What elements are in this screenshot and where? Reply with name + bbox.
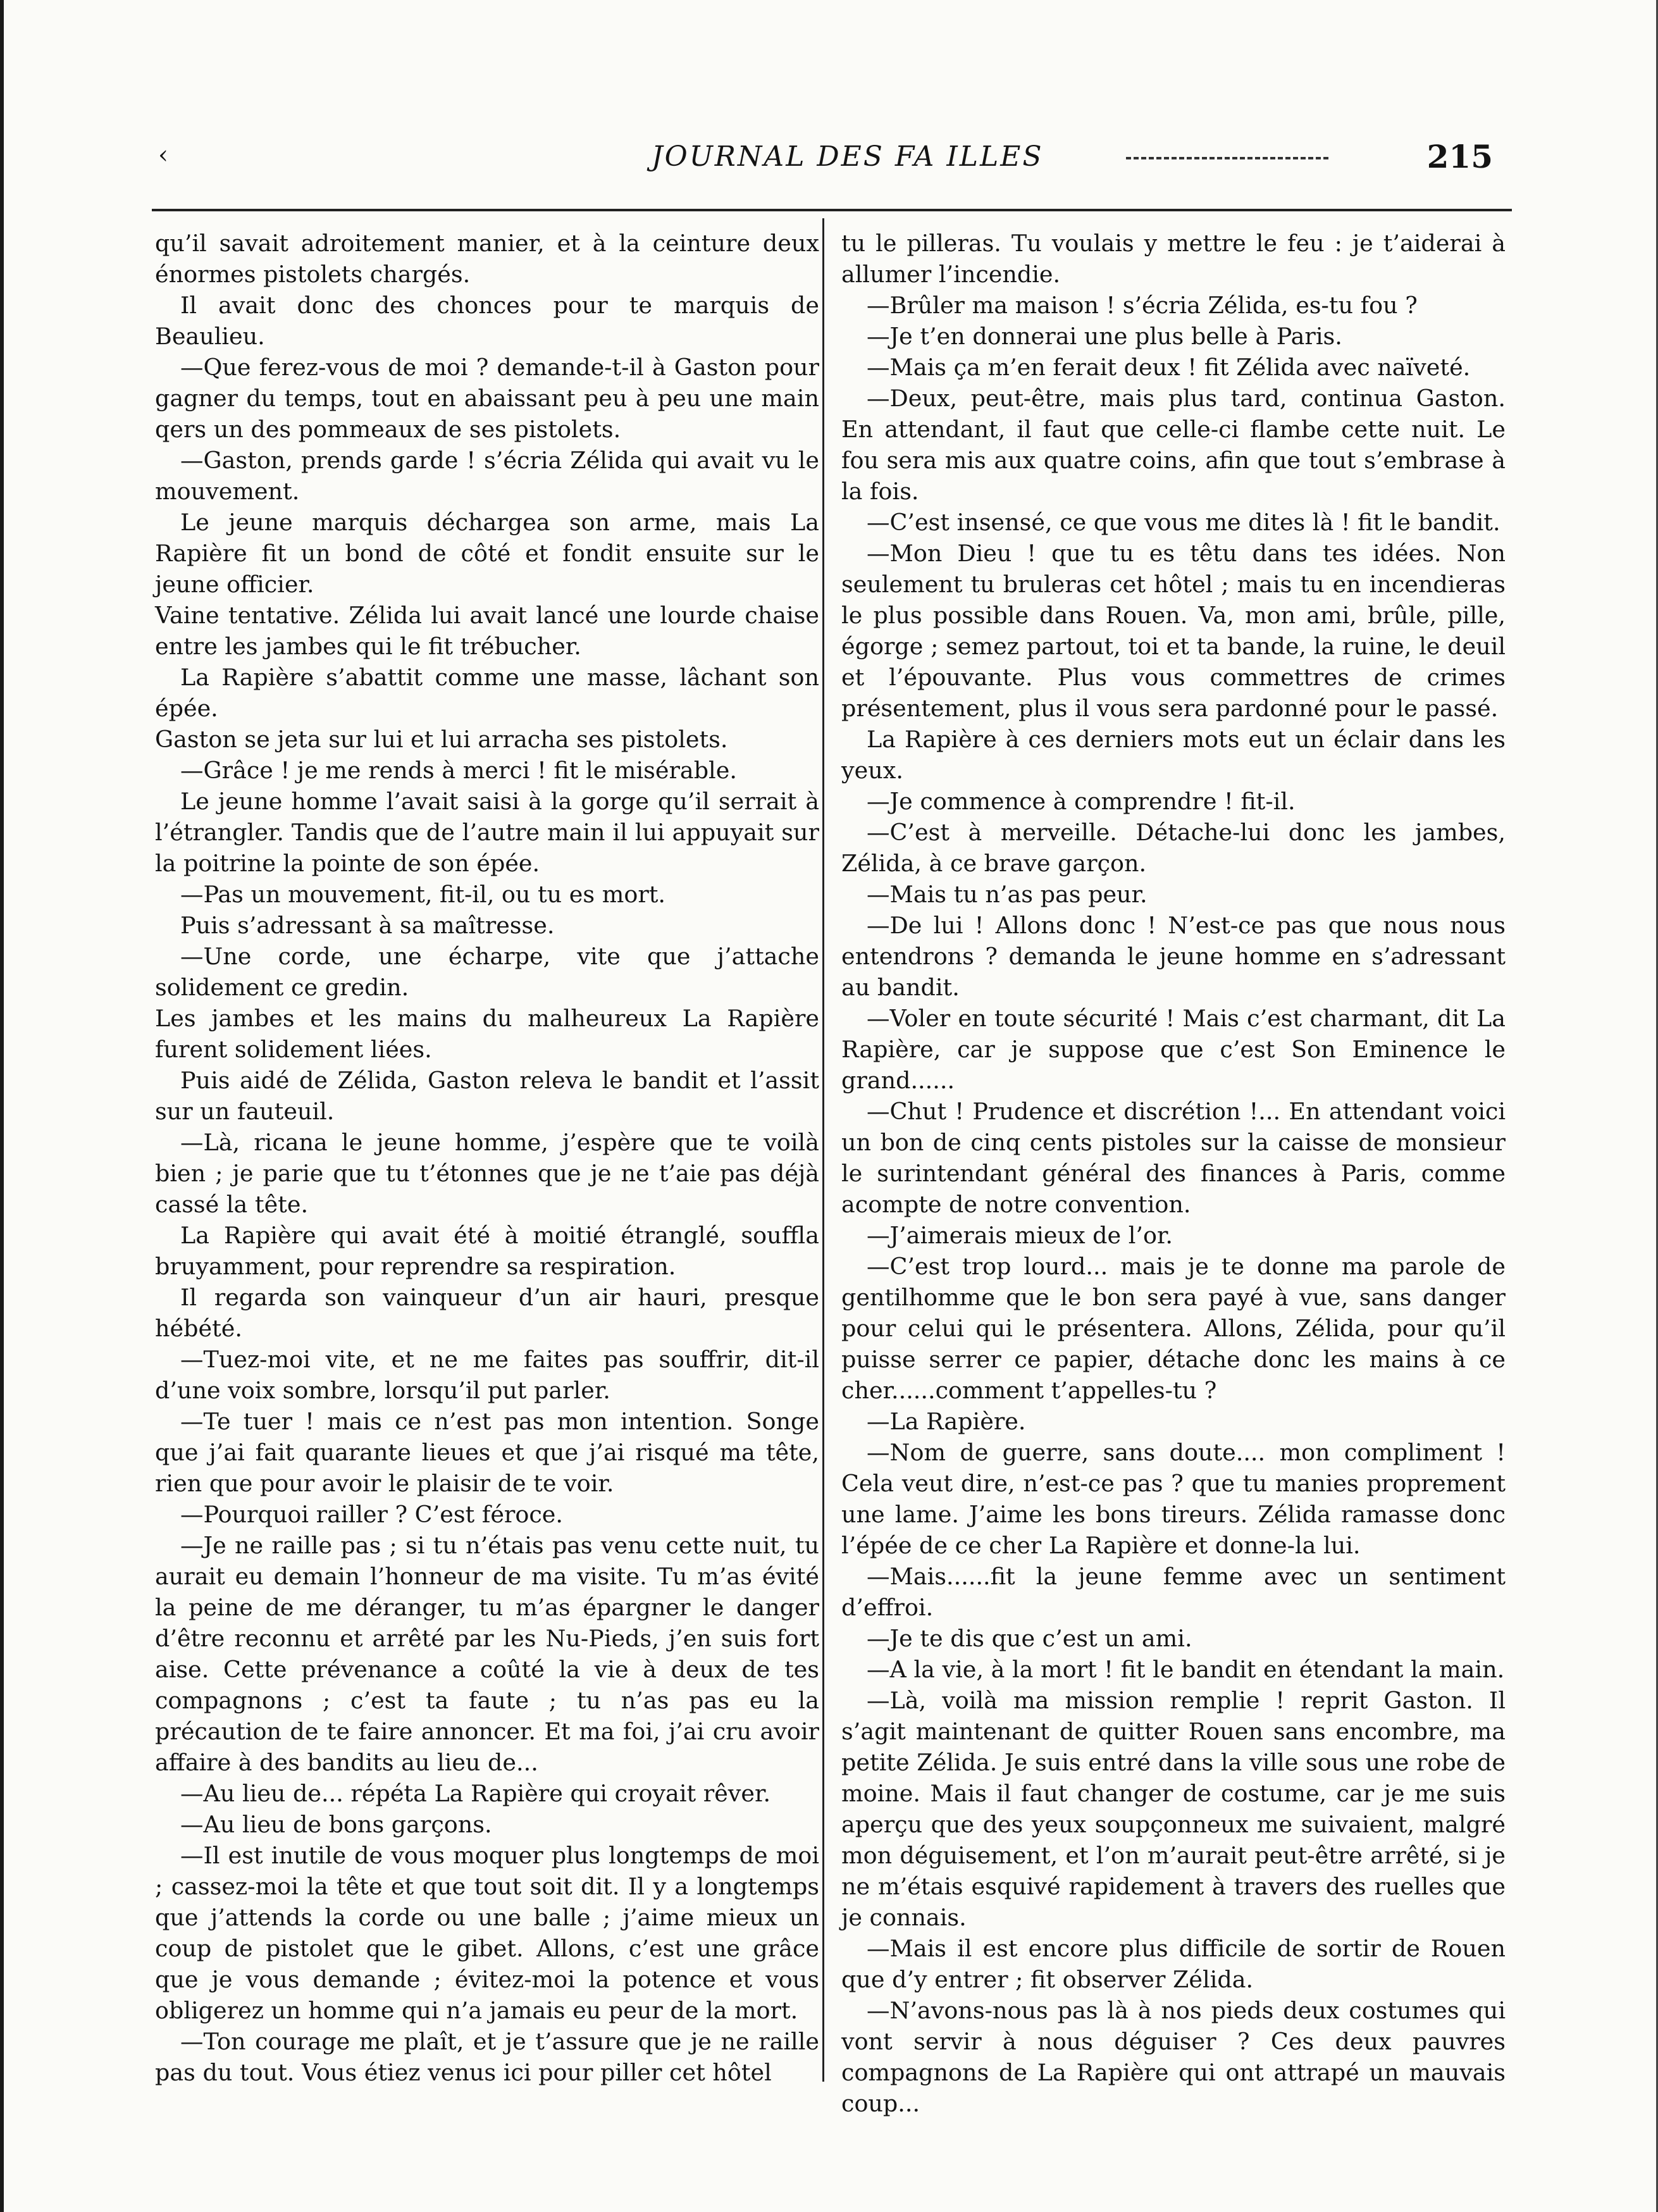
paragraph: —Je commence à comprendre ! fit-il. [867,788,1296,815]
paragraph: —Là, ricana le jeune homme, j’espère que te voilà bien ; je parie que tu t’étonnes que je ne t’aie pas déjà cassé la tête. [155,1129,819,1218]
paragraph: tu le pilleras. Tu voulais y mettre le feu : je t’aiderai à allumer l’incendie. [841,230,1506,288]
paragraph: —Au lieu de... répéta La Rapière qui croyait rêver. [180,1780,771,1807]
paragraph: —J’aimerais mieux de l’or. [867,1222,1173,1249]
paragraph: —Que ferez-vous de moi ? demande-t-il à Gaston pour gagner du temps, tout en abaissant peu à peu une main qers un des pommeaux de ses pistolets. [155,354,819,443]
paragraph: —C’est insensé, ce que vous me dites là ! fit le bandit. [867,509,1500,536]
paragraph: —Tuez-moi vite, et ne me faites pas souffrir, dit-il d’une voix sombre, lorsqu’il put parler. [155,1346,819,1404]
column-divider [822,218,824,2082]
paragraph: Le jeune homme l’avait saisi à la gorge qu’il serrait à l’étrangler. Tandis que de l’autre main il lui appuyait sur la poitrine la pointe de son épée. [155,788,819,877]
left-column [155,228,819,2088]
paragraph: —Mais il est encore plus difficile de sortir de Rouen que d’y entrer ; fit observer Zélida. [841,1935,1506,1993]
paragraph: —Ton courage me plaît, et je t’assure que je ne raille pas du tout. Vous étiez venus ici pour piller cet hôtel [155,2028,819,2086]
page-header [152,140,1493,197]
paragraph: Il avait donc des chonces pour te marquis de Beaulieu. [155,292,819,350]
page-number: 215 [1426,138,1493,175]
header-rule [152,209,1512,211]
paragraph: Vaine tentative. Zélida lui avait lancé une lourde chaise entre les jambes qui le fit trébucher. [155,602,819,660]
paragraph: —Je te dis que c’est un ami. [867,1625,1192,1652]
paragraph: La Rapière s’abattit comme une masse, lâchant son épée. [155,664,819,722]
header-left-mark: ‹ [158,140,168,170]
paragraph: —Grâce ! je me rends à merci ! fit le misérable. [180,757,737,784]
paragraph: Puis s’adressant à sa maîtresse. [180,912,555,939]
paragraph: —Je ne raille pas ; si tu n’étais pas venu cette nuit, tu aurait eu demain l’honneur de ma visite. Tu m’as évité la peine de me déranger, tu m’as épargner le danger d’être reconnu et arrêté par les Nu-Pieds, j’en suis fort aise. Cette prévenance a coûté la vie à deux de tes compagnons ; c’est ta faute ; tu n’as pas eu la précaution de te faire annoncer. Et ma foi, j’ai cru avoir affaire à des bandits au lieu de... [155,1532,819,1776]
paragraph: —Mais ça m’en ferait deux ! fit Zélida avec naïveté. [867,354,1471,381]
paragraph: —Mon Dieu ! que tu es têtu dans tes idées. Non seulement tu bruleras cet hôtel ; mais tu en incendieras le plus possible dans Rouen. Va, mon ami, brûle, pille, égorge ; semez partout, toi et ta bande, la ruine, le deuil et l’épouvante. Plus vous commettres de crimes présentement, plus il vous sera pardonné pour le passé. [841,540,1506,722]
paragraph: Le jeune marquis déchargea son arme, mais La Rapière fit un bond de côté et fondit ensuite sur le jeune officier. [155,509,819,598]
journal-title: JOURNAL DES FA ILLES [652,140,1044,173]
paragraph: Il regarda son vainqueur d’un air hauri, presque hébété. [155,1284,819,1342]
paragraph: —Pas un mouvement, fit-il, ou tu es mort. [180,881,666,908]
paragraph: Puis aidé de Zélida, Gaston releva le bandit et l’assit sur un fauteuil. [155,1067,819,1125]
paragraph: —Il est inutile de vous moquer plus longtemps de moi ; cassez-moi la tête et que tout soit dit. Il y a longtemps que j’attends la corde ou une balle ; j’aime mieux un coup de pistolet que le gibet. Allons, c’est une grâce que je vous demande ; évitez-moi la potence et vous obligerez un homme qui n’a jamais eu peur de la mort. [155,1842,819,2024]
paragraph: —N’avons-nous pas là à nos pieds deux costumes qui vont servir à nous déguiser ? Ces deux pauvres compagnons de La Rapière qui ont attrapé un mauvais coup... [841,1997,1506,2117]
paragraph: —Te tuer ! mais ce n’est pas mon intention. Songe que j’ai fait quarante lieues et que j’ai risqué ma tête, rien que pour avoir le plaisir de te voir. [155,1408,819,1497]
paragraph: —C’est à merveille. Détache-lui donc les jambes, Zélida, à ce brave garçon. [841,819,1506,877]
paragraph: —Gaston, prends garde ! s’écria Zélida qui avait vu le mouvement. [155,447,819,505]
paragraph: —C’est trop lourd... mais je te donne ma parole de gentilhomme que le bon sera payé à vue, sans danger pour celui qui le présentera. Allons, Zélida, pour qu’il puisse serrer ce papier, détache donc les mains à ce cher......comment t’appelles-tu ? [841,1253,1506,1404]
paragraph: La Rapière qui avait été à moitié étranglé, souffla bruyamment, pour reprendre sa respiration. [155,1222,819,1280]
paragraph: —Là, voilà ma mission remplie ! reprit Gaston. Il s’agit maintenant de quitter Rouen sans encombre, ma petite Zélida. Je suis entré dans la ville sous une robe de moine. Mais il faut changer de costume, car je me suis aperçu que des yeux soupçonneux me suivaient, malgré mon déguisement, et l’on m’aurait peut-être arrêté, si je ne m’étais esquivé rapidement à travers des ruelles que je connais. [841,1687,1506,1931]
paragraph: —Au lieu de bons garçons. [180,1811,492,1838]
paragraph: —Voler en toute sécurité ! Mais c’est charmant, dit La Rapière, car je suppose que c’est Son Eminence le grand...... [841,1005,1506,1094]
paragraph: —Mais......fit la jeune femme avec un sentiment d’effroi. [841,1563,1506,1621]
paragraph: Les jambes et les mains du malheureux La Rapière furent solidement liées. [155,1005,819,1063]
paragraph: —Mais tu n’as pas peur. [867,881,1148,908]
scan-edge-left [0,0,4,2212]
paragraph: —Chut ! Prudence et discrétion !... En attendant voici un bon de cinq cents pistoles sur la caisse de monsieur le surintendant général des finances à Paris, comme acompte de notre convention. [841,1098,1506,1218]
paragraph: Gaston se jeta sur lui et lui arracha ses pistolets. [155,726,728,753]
paragraph: —Pourquoi railler ? C’est féroce. [180,1501,563,1528]
paragraph: —Je t’en donnerai une plus belle à Paris. [867,323,1342,350]
paragraph: —Nom de guerre, sans doute.... mon compliment ! Cela veut dire, n’est-ce pas ? que tu manies proprement une lame. J’aime les bons tireurs. Zélida ramasse donc l’épée de ce cher La Rapière et donne-la lui. [841,1439,1506,1559]
right-column [841,228,1506,2119]
paragraph: —A la vie, à la mort ! fit le bandit en étendant la main. [867,1656,1505,1683]
paragraph: —Deux, peut-être, mais plus tard, continua Gaston. En attendant, il faut que celle-ci flambe cette nuit. Le fou sera mis aux quatre coins, afin que tout s’embrase à la fois. [841,385,1506,505]
paragraph: La Rapière à ces derniers mots eut un éclair dans les yeux. [841,726,1506,784]
paragraph: —Une corde, une écharpe, vite que j’attache solidement ce gredin. [155,943,819,1001]
header-dash-line [1126,157,1328,159]
paragraph: qu’il savait adroitement manier, et à la ceinture deux énormes pistolets chargés. [155,230,819,288]
paragraph: —De lui ! Allons donc ! N’est-ce pas que nous nous entendrons ? demanda le jeune homme en s’adressant au bandit. [841,912,1506,1001]
paragraph: —La Rapière. [867,1408,1026,1435]
paragraph: —Brûler ma maison ! s’écria Zélida, es-tu fou ? [867,292,1418,319]
